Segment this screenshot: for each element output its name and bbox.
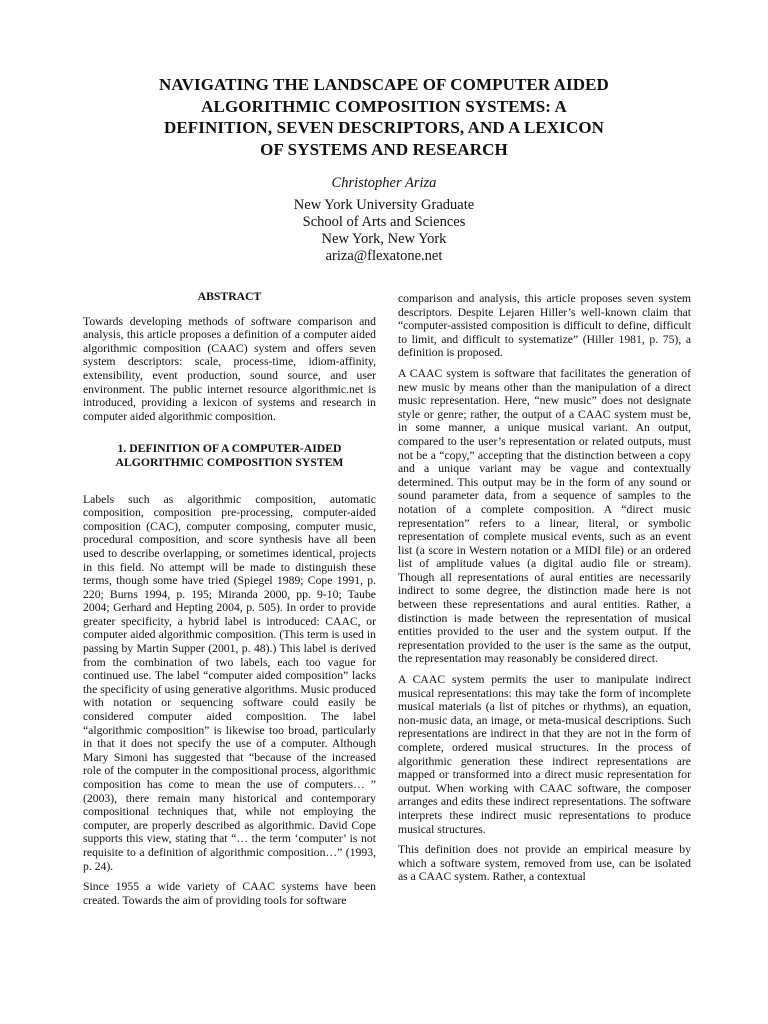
author-name: Christopher Ariza [331,175,437,191]
section-heading-line: ALGORITHMIC COMPOSITION SYSTEM [115,455,344,469]
left-column [83,290,376,914]
title-line: NAVIGATING THE LANDSCAPE OF COMPUTER AIDED [159,75,609,94]
section-1-heading [83,442,376,469]
body-paragraph: comparison and analysis, this article proposes seven system descriptors. Despite Lejaren Hiller’s well-known claim that “computer-assisted composition is difficult to define, difficult to limit, and difficult to systematize” (Hiller 1981, p. 75), a definition is proposed. [398,292,691,360]
author-block [184,175,584,265]
affiliation-line: New York, New York [321,231,447,247]
body-paragraph: Labels such as algorithmic composition, automatic composition, composition pre-processing, computer-aided composition (CAC), computer composing, computer music, procedural composition, and score synthesis have all been used to describe overlapping, or sometimes identical, projects in this field. No attempt will be made to distinguish these terms, though some have tried (Spiegel 1989; Cope 1991, p. 220; Burns 1994, p. 195; Miranda 2000, pp. 9-10; Taube 2004; Gerhard and Hepting 2004, p. 505). In order to provide greater specificity, a hybrid label is introduced: CAAC, or computer aided algorithmic composition. (This term is used in passing by Martin Supper (2001, p. 48).) This label is derived from the combination of two labels, each too vague for continued use. The label “computer aided composition” lacks the specificity of using generative algorithms. Music produced with notation or sequencing software could easily be considered computer aided composition. The label “algorithmic composition” is likewise too broad, particularly in that it does not specify the use of a computer. Although Mary Simoni has suggested that “because of the increased role of the computer in the compositional process, algorithmic composition has come to mean the use of computers… ” (2003), there remain many historical and contemporary compositional techniques that, while not employing the computer, are properly described as algorithmic. David Cope supports this view, stating that “… the term ‘computer’ is not requisite to a definition of algorithmic composition…” (1993, p. 24). [83,492,376,873]
title-line: OF SYSTEMS AND RESEARCH [260,139,508,159]
author-email: ariza@flexatone.net [325,248,443,264]
body-paragraph: Since 1955 a wide variety of CAAC systems have been created. Towards the aim of providing tools for software [83,880,376,907]
body-paragraph: A CAAC system permits the user to manipulate indirect musical representations: this may take the form of incomplete musical materials (a list of pitches or rhythms), an equation, non-music data, an image, or meta-musical descriptions. Such representations are indirect in that they are not in the form of complete, ordered musical structures. In the process of algorithmic generation these indirect representations are mapped or transformed into a direct music representation for output. When working with CAAC software, the composer arranges and edits these indirect representations. The software interprets these indirect music representations to produce musical structures. [398,673,691,836]
body-paragraph: A CAAC system is software that facilitates the generation of new music by means other than the manipulation of a direct music representation. Here, “new music” does not designate style or genre; rather, the output of a CAAC system must be, in some manner, a unique musical variant. An output, compared to the user’s representation or related outputs, must not be a “copy,” accepting that the distinction between a copy and a unique variant may be vague and contextually determined. This output may be in the form of any sound or sound parameter data, from a sequence of samples to the notation of a complete composition. A “direct music representation” refers to a linear, literal, or symbolic representation of complete musical events, such as an event list (a score in Western notation or a MIDI file) or an ordered list of amplitude values (a digital audio file or stream). Though all representations of aural entities are necessarily indirect to some degree, the distinction made here is not between these representations and aural entities. Rather, a distinction is made between the representation of musical entities provided to the user and the system output. If the representation provided to the user is the same as the output, the representation may reasonably be considered direct. [398,366,691,666]
affiliation-line: School of Arts and Sciences [302,214,466,230]
body-paragraph: This definition does not provide an empirical measure by which a software system, removed from use, can be isolated as a CAAC system. Rather, a contextual [398,843,691,884]
title-line: DEFINITION, SEVEN DESCRIPTORS, AND A LEXICON [163,118,605,137]
section-heading-line: 1. DEFINITION OF A COMPUTER-AIDED [117,442,342,456]
abstract-heading: ABSTRACT [197,290,262,303]
paper-title [120,74,648,160]
affiliation-line: New York University Graduate [293,197,475,213]
right-column [398,292,691,891]
abstract-text: Towards developing methods of software comparison and analysis, this article proposes a definition of a computer aided algorithmic composition (CAAC) system and offers seven system descriptors: scale, process-time, idiom-affinity, extensibility, event production, sound source, and user environment. The public internet resource algorithmic.net is introduced, providing a lexicon of systems and research in computer aided algorithmic composition. [83,314,376,423]
title-line: ALGORITHMIC COMPOSITION SYSTEMS: A [201,96,567,116]
